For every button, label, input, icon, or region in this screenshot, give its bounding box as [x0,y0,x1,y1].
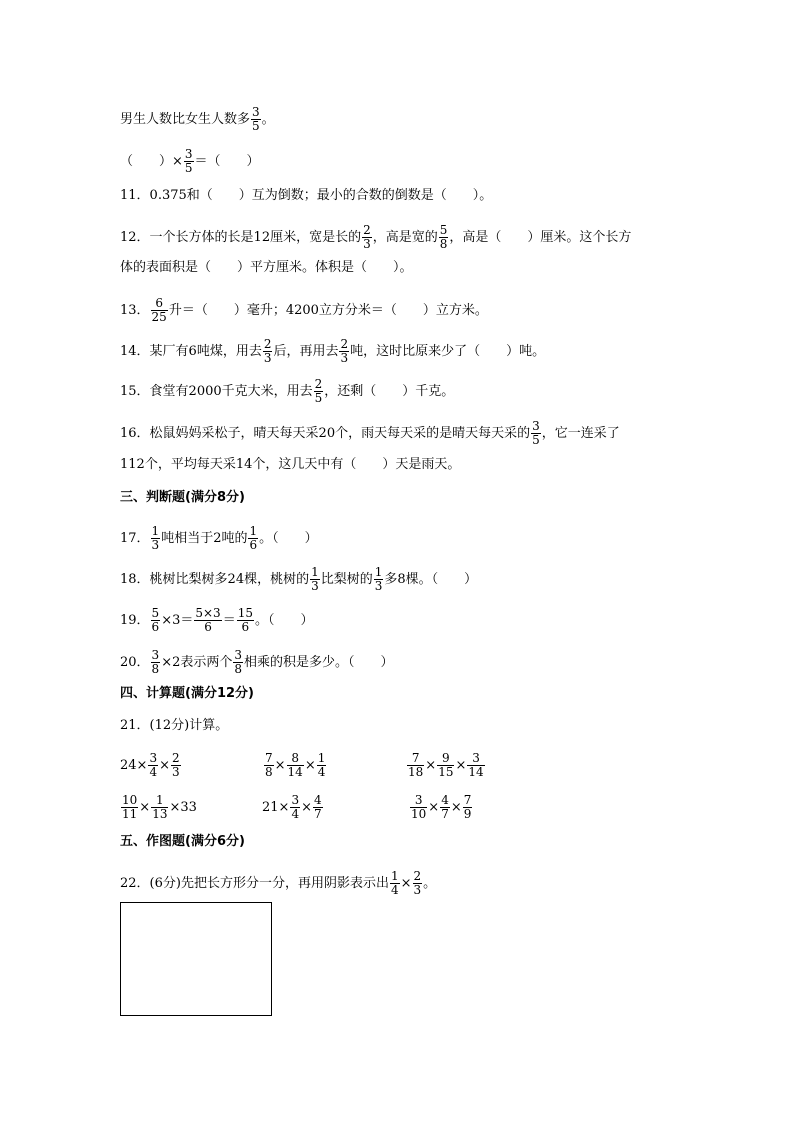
question-16-line2: 112个，平均每天采14个，这几天中有（ ）天是雨天。 [120,457,461,472]
fraction: $\frac{7}{9}$ [463,793,472,821]
fraction: $\frac{3}{5}$ [252,105,260,133]
fraction: $\frac{5}{6}$ [151,606,160,634]
fraction: $\frac{7}{8}$ [265,751,273,779]
question-11: 11．0.375和（ ）互为倒数；最小的合数的倒数是（ ）。 [120,188,493,203]
fraction: $\frac{4}{7}$ [313,793,322,821]
question-12-line1: 12．一个长方体的长是12厘米，宽是长的 $\frac{2}{3}$ ，高是宽的 $\frac{5}{8}$ ，高是（ ）厘米。这个长方 [120,223,632,251]
fraction: $\frac{1}{13}$ [152,793,168,821]
section-3-heading: 三、判断题(满分8分) [120,490,245,505]
fraction: $\frac{15}{6}$ [237,606,253,634]
carry-over-line: 男生人数比女生人数多 $\frac{3}{5}$ 。 [120,105,275,133]
fraction: $\frac{2}{3}$ [363,223,371,251]
question-21: 21．(12分)计算。 [120,718,229,733]
question-18: 18．桃树比梨树多24棵，桃树的 $\frac{1}{3}$ 比梨树的 $\frac{1}{3}$ 多8棵。（ ） [120,565,478,593]
fraction: $\frac{3}{10}$ [411,793,427,821]
fraction: $\frac{3}{5}$ [184,147,193,175]
question-14: 14．某厂有6吨煤，用去 $\frac{2}{3}$ 后，再用去 $\frac{2}{3}$ 吨，这时比原来少了（ ）吨。 [120,337,546,365]
fraction: $\frac{7}{18}$ [408,751,424,779]
section-5-heading: 五、作图题(满分6分) [120,834,245,849]
question-16-line1: 16．松鼠妈妈采松子，晴天每天采20个，雨天每天采的是晴天每天采的 $\frac{3}{5}$ ，它一连采了 [120,419,620,447]
fraction: $\frac{3}{14}$ [468,751,484,779]
fraction: $\frac{4}{7}$ [441,793,449,821]
fraction: $\frac{5\times 3}{6}$ [195,606,221,634]
fraction: $\frac{9}{15}$ [438,751,454,779]
fraction: $\frac{1}{4}$ [317,751,326,779]
calc-item-4: $\frac{10}{11}$ × $\frac{1}{13}$ ×33 [122,793,197,821]
fraction: $\frac{10}{11}$ [122,793,138,821]
question-22: 22．(6分)先把长方形分一分，再用阴影表示出 $\frac{1}{4}$ × $\frac{2}{3}$ 。 [120,869,437,897]
fraction: $\frac{1}{4}$ [390,869,399,897]
question-20: 20． $\frac{3}{8}$ ×2表示两个 $\frac{3}{8}$ 相乘的积是多少。（ ） [120,648,394,676]
calc-item-3: $\frac{7}{18}$ × $\frac{9}{15}$ × $\frac{3}{14}$ [408,751,484,779]
blank-equation-line: （ ）× $\frac{3}{5}$ ＝（ ） [120,147,260,175]
fraction: $\frac{8}{14}$ [287,751,303,779]
fraction: $\frac{2}{3}$ [263,337,272,365]
fraction: $\frac{3}{4}$ [149,751,158,779]
fraction: $\frac{2}{5}$ [314,377,323,405]
calc-item-2: $\frac{7}{8}$ × $\frac{8}{14}$ × $\frac{1}{4}$ [265,751,326,779]
fraction: $\frac{3}{4}$ [291,793,300,821]
fraction: $\frac{3}{8}$ [234,648,242,676]
fraction: $\frac{1}{6}$ [249,524,258,552]
question-17: 17． $\frac{1}{3}$ 吨相当于2吨的 $\frac{1}{6}$ 。（ ） [120,524,318,552]
fraction: $\frac{1}{3}$ [151,524,160,552]
fraction: $\frac{2}{3}$ [171,751,180,779]
fraction: $\frac{5}{8}$ [439,223,448,251]
fraction: $\frac{1}{3}$ [311,565,319,593]
fraction: $\frac{3}{5}$ [532,419,540,447]
calc-item-1: 24× $\frac{3}{4}$ × $\frac{2}{3}$ [120,751,180,779]
fraction: $\frac{3}{8}$ [151,648,160,676]
question-19: 19． $\frac{5}{6}$ ×3＝ $\frac{5\times 3}{6}$ ＝ $\frac{15}{6}$ 。（ ） [120,606,314,634]
question-12-line2: 体的表面积是（ ）平方厘米。体积是（ ）。 [120,260,413,275]
fraction: $\frac{2}{3}$ [413,869,422,897]
fraction: $\frac{6}{25}$ [151,296,167,324]
calc-item-5: 21× $\frac{3}{4}$ × $\frac{4}{7}$ [262,793,322,821]
question-15: 15．食堂有2000千克大米，用去 $\frac{2}{5}$ ，还剩（ ）千克。 [120,377,455,405]
section-4-heading: 四、计算题(满分12分) [120,686,254,701]
question-13: 13． $\frac{6}{25}$ 升＝（ ）毫升；4200立方分米＝（ ）立方米。 [120,296,488,324]
calc-item-6: $\frac{3}{10}$ × $\frac{4}{7}$ × $\frac{7}{9}$ [411,793,472,821]
fraction: $\frac{2}{3}$ [340,337,349,365]
fraction: $\frac{1}{3}$ [374,565,383,593]
drawing-rectangle [120,902,272,1016]
